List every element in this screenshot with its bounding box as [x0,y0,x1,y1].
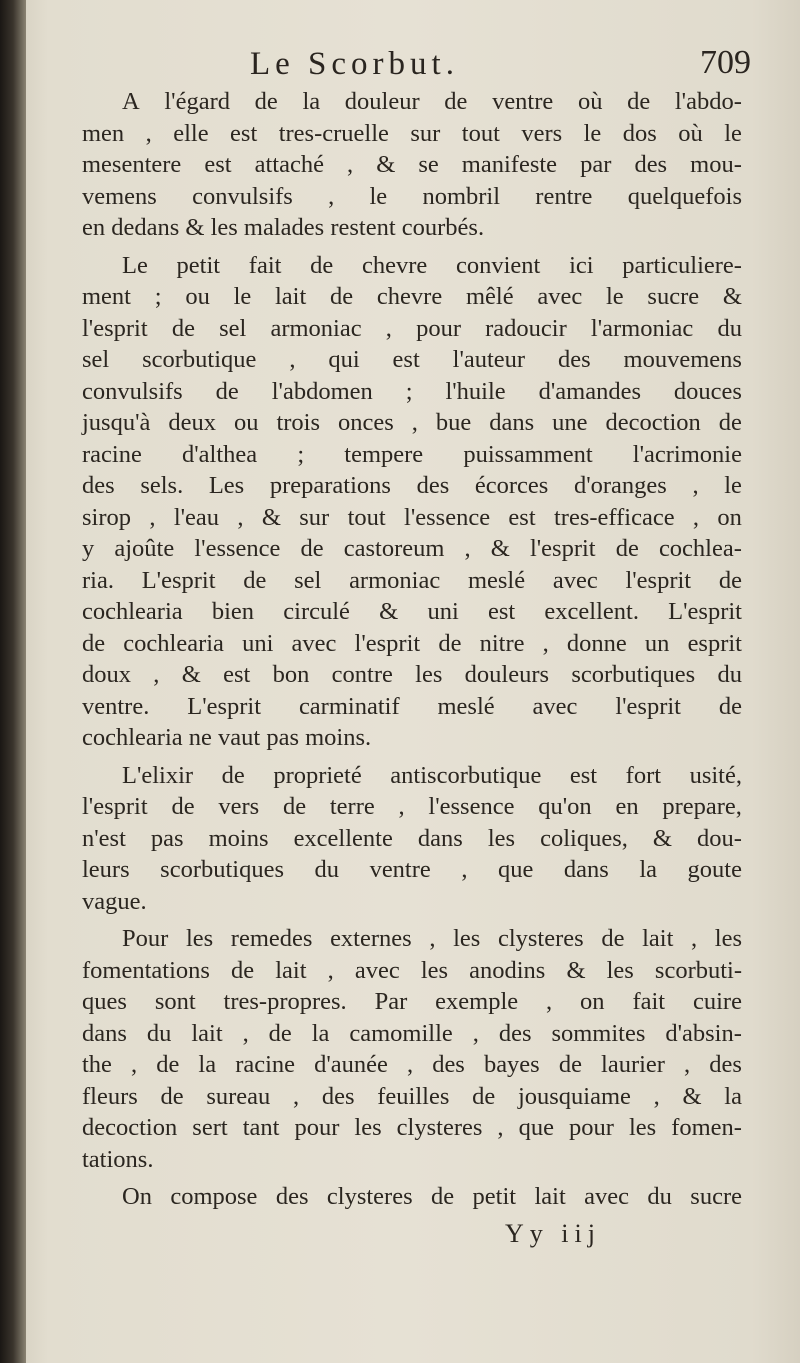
text-line: leurs scorbutiques du ventre , que dans la goute [82,856,742,883]
text-line: cochlearia bien circulé & uni est excellent. L'esprit [82,598,742,625]
text-line: l'esprit de sel armoniac , pour radoucir l'armoniac du [82,314,742,342]
text-line: sel scorbutique , qui est l'auteur des mouvemens [82,346,742,373]
page-number: 709 [700,44,751,81]
book-binding-edge [0,0,26,1363]
text-line: ment ; ou le lait de chevre mêlé avec le sucre & [82,283,742,310]
text-line: vague. [82,887,147,915]
text-line: A l'égard de la douleur de ventre où de l'abdo- [122,88,742,115]
text-line: Pour les remedes externes , les clysteres de lait , les [122,925,742,952]
text-line: Le petit fait de chevre convient ici particuliere- [122,251,742,279]
text-line: des sels. Les preparations des écorces d'oranges , le [82,472,742,499]
text-line: vemens convulsifs , le nombril rentre quelquefois [82,182,742,210]
text-line: convulsifs de l'abdomen ; l'huile d'amandes douces [82,377,742,405]
text-line: mesentere est attaché , & se manifeste par des mou- [82,151,742,178]
text-line: y ajoûte l'essence de castoreum , & l'esprit de cochlea- [82,535,742,562]
text-line: doux , & est bon contre les douleurs scorbutiques du [82,661,742,688]
text-line: dans du lait , de la camomille , des sommites d'absin- [82,1019,742,1047]
text-line: sirop , l'eau , & sur tout l'essence est tres-efficace , on [82,503,742,531]
body-text [82,86,742,1213]
running-head-title: Le Scorbut. [250,46,459,82]
text-line: ria. L'esprit de sel armoniac meslé avec l'esprit de [82,566,742,594]
text-line: men , elle est tres-cruelle sur tout vers le dos où le [82,119,742,147]
text-line: the , de la racine d'aunée , des bayes de laurier , des [82,1051,742,1078]
text-line: en dedans & les malades restent courbés. [82,214,485,241]
text-line: L'elixir de proprieté antiscorbutique est fort usité, [122,761,742,789]
text-line: fleurs de sureau , des feuilles de jousquiame , & la [82,1082,742,1110]
text-line: fomentations de lait , avec les anodins & les scorbuti- [82,956,742,984]
text-line: ques sont tres-propres. Par exemple , on fait cuire [82,988,742,1015]
text-line: jusqu'à deux ou trois onces , bue dans une decoction de [82,409,742,436]
text-line: decoction sert tant pour les clysteres , que pour les fomen- [82,1114,742,1141]
text-line: n'est pas moins excellente dans les coliques, & dou- [82,824,742,852]
text-line: ventre. L'esprit carminatif meslé avec l'esprit de [82,692,742,720]
text-line: On compose des clysteres de petit lait avec du sucre [122,1183,742,1210]
text-line: tations. [82,1145,154,1173]
signature-mark: Yy iij [505,1219,601,1248]
text-line: cochlearia ne vaut pas moins. [82,724,372,751]
text-line: l'esprit de vers de terre , l'essence qu'on en prepare, [82,793,742,820]
text-line: racine d'althea ; tempere puissamment l'acrimonie [82,440,742,468]
text-line: de cochlearia uni avec l'esprit de nitre , donne un esprit [82,629,742,657]
